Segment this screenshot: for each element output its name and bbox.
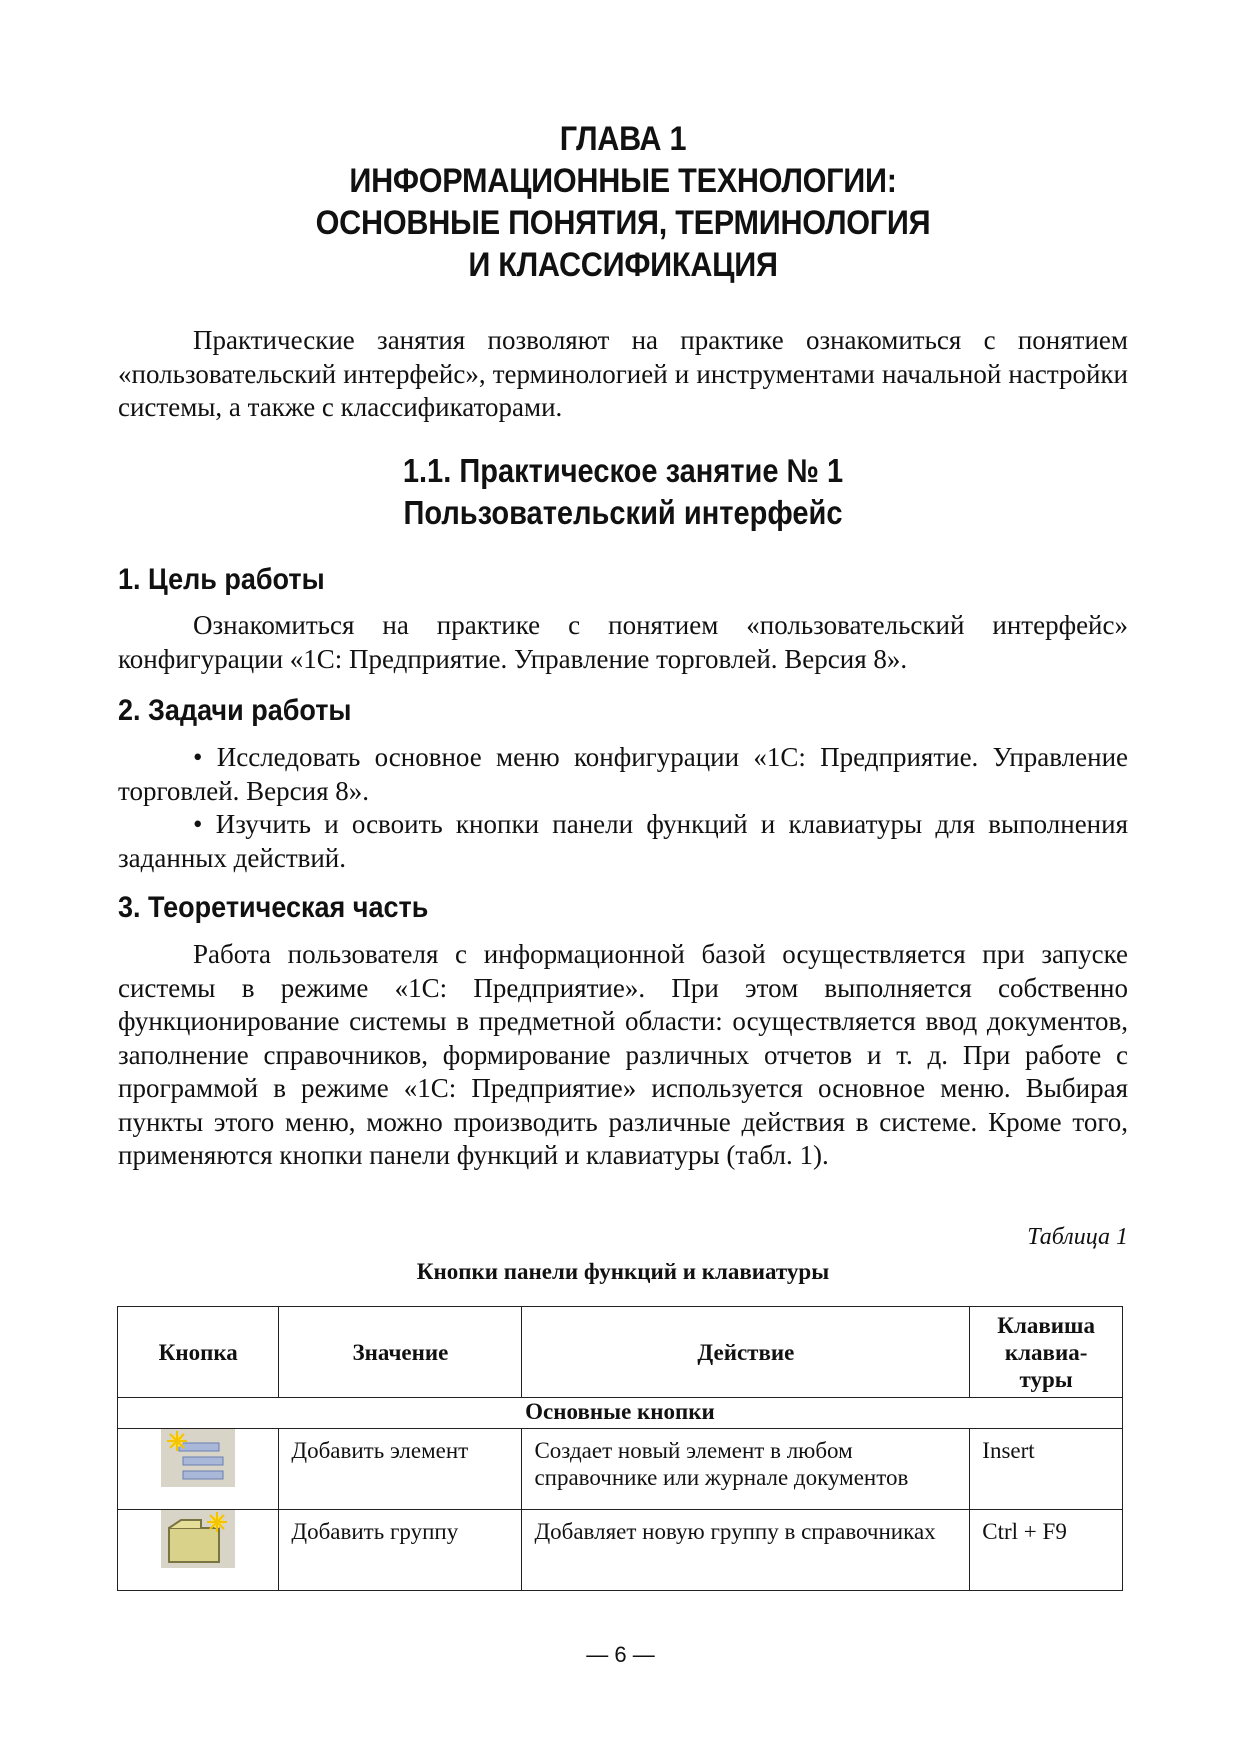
- goal-text: Ознакомиться на практике с понятием «пользовательский интерфейс» конфигурации «1С: Предприятие. Управление торговлей. Версия 8».: [118, 610, 1128, 674]
- task-item: • Изучить и освоить кнопки панели функций и клавиатуры для выполнения заданных действий.: [118, 809, 1128, 873]
- header-button: Кнопка: [118, 1307, 279, 1398]
- action-cell: Добавляет новую группу в справочниках: [522, 1510, 970, 1591]
- table-row: [118, 1510, 1123, 1591]
- meaning-cell: Добавить группу: [279, 1510, 522, 1591]
- section-heading-line: Пользовательский интерфейс: [403, 494, 843, 531]
- chapter-title-line: И КЛАССИФИКАЦИЯ: [468, 246, 778, 284]
- buttons-table: [117, 1306, 1123, 1591]
- goal-heading: 1. Цель работы: [118, 563, 325, 596]
- table-caption: Таблица 1: [1027, 1224, 1128, 1250]
- meaning-cell: Добавить элемент: [279, 1429, 522, 1510]
- chapter-title-line: ИНФОРМАЦИОННЫЕ ТЕХНОЛОГИИ:: [349, 162, 897, 200]
- intro-text: Практические занятия позволяют на практике ознакомиться с понятием «пользовательский интерфейс», терминологией и инструментами начальной настройки системы, а также с классификаторами.: [118, 325, 1128, 422]
- key-cell: Ctrl + F9: [970, 1510, 1123, 1591]
- theory-text: Работа пользователя с информационной базой осуществляется при запуске системы в режиме «1С: Предприятие». При этом выполняется собственно функционирование системы в предметной области: осуществляется ввод документов, заполнение справочников, формирование различных отчетов и т. д. При работе с программой в режиме «1С: Предприятие» используется основное меню. Выбирая пункты этого меню, можно производить различные действия в системе. Кроме того, применяются кнопки панели функций и клавиатуры (табл. 1).: [118, 939, 1128, 1170]
- chapter-title: [169, 118, 1078, 286]
- intro-paragraph: [118, 324, 1128, 425]
- table-title: Кнопки панели функций и клавиатуры: [416, 1259, 830, 1284]
- add-group-icon: [161, 1510, 235, 1568]
- section-heading: [179, 450, 1068, 534]
- table-header-row: [118, 1307, 1123, 1398]
- chapter-title-line: ГЛАВА 1: [559, 120, 687, 158]
- button-icon-cell: [118, 1429, 279, 1510]
- page-number: — 6 —: [586, 1642, 655, 1667]
- header-key-label: Клавиша клавиа-туры: [997, 1312, 1095, 1392]
- tasks-heading: 2. Задачи работы: [118, 694, 352, 727]
- chapter-title-line: ОСНОВНЫЕ ПОНЯТИЯ, ТЕРМИНОЛОГИЯ: [315, 204, 931, 242]
- tasks-list: [118, 741, 1128, 875]
- group-label: Основные кнопки: [118, 1398, 1123, 1429]
- goal-paragraph: [118, 609, 1128, 676]
- key-cell: Insert: [970, 1429, 1123, 1510]
- action-cell: Создает новый элемент в любом справочнике или журнале документов: [522, 1429, 970, 1510]
- table-row: [118, 1429, 1123, 1510]
- task-item: • Исследовать основное меню конфигурации «1С: Предприятие. Управление торговлей. Версия 8».: [118, 742, 1128, 806]
- header-key: [970, 1307, 1123, 1398]
- button-icon-cell: [118, 1510, 279, 1591]
- header-action: Действие: [522, 1307, 970, 1398]
- section-heading-line: 1.1. Практическое занятие № 1: [402, 452, 844, 489]
- theory-paragraph: [118, 938, 1128, 1173]
- table-group-row: [118, 1398, 1123, 1429]
- header-meaning: Значение: [279, 1307, 522, 1398]
- theory-heading: 3. Теоретическая часть: [118, 891, 429, 924]
- add-element-icon: [161, 1429, 235, 1487]
